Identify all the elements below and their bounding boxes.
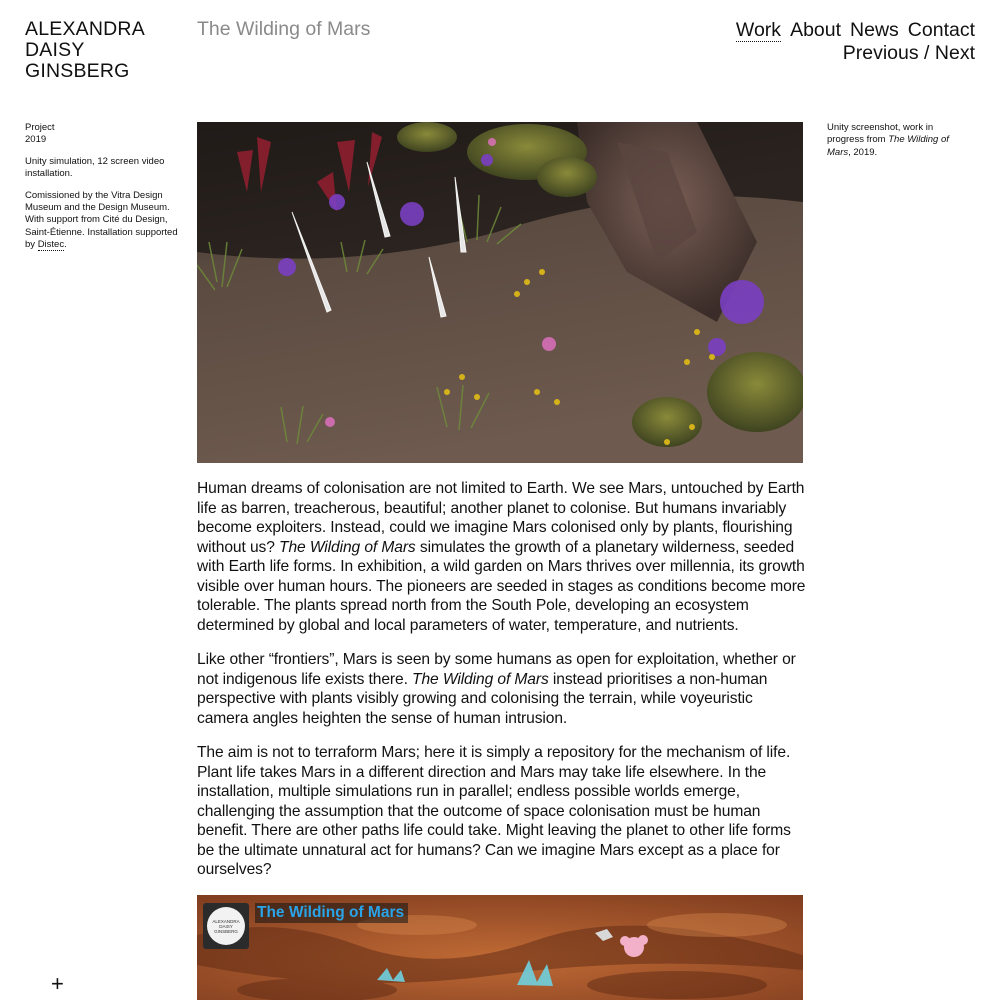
site-name-line-1: ALEXANDRA — [25, 18, 145, 40]
site-name-logo[interactable] — [25, 19, 145, 82]
meta-type: Project — [25, 122, 55, 133]
nav-news[interactable]: News — [850, 19, 899, 41]
caption-title: The Wilding of Mars — [827, 134, 949, 158]
video-embed[interactable] — [197, 895, 803, 1000]
logo-line-2: DAISY — [219, 923, 233, 929]
caption-prefix: Unity screenshot, work in progress from — [827, 122, 934, 146]
channel-logo[interactable] — [203, 903, 249, 949]
caption-suffix: , 2019. — [848, 146, 878, 158]
project-title: The Wilding of Mars — [197, 18, 371, 40]
project-meta — [25, 122, 180, 261]
description-paragraph-2 — [197, 650, 807, 728]
site-name-line-3: GINSBERG — [25, 60, 130, 82]
p2-text-b: instead prioritises a non-human perspective with plants visibly growing and colonising the terrain, while voyeuristic camera angles heighten the sense of human intrusion. — [197, 670, 768, 727]
nav-previous[interactable]: Previous — [842, 42, 919, 64]
video-title-link[interactable]: The Wilding of Mars — [255, 903, 408, 923]
nav-about[interactable]: About — [790, 19, 842, 41]
p2-text-a: Like other “frontiers”, Mars is seen by some humans as open for exploitation, whether or not indigenous life exists there. — [197, 651, 796, 688]
meta-year: 2019 — [25, 134, 47, 146]
main-nav — [727, 19, 975, 65]
nav-contact[interactable]: Contact — [907, 19, 975, 41]
nav-work[interactable]: Work — [735, 19, 782, 41]
distec-link[interactable]: Distec — [37, 239, 65, 251]
meta-credits-end: . — [64, 239, 67, 251]
image-caption — [827, 122, 967, 159]
description-paragraph-1 — [197, 479, 807, 635]
nav-separator: / — [924, 42, 930, 64]
plus-icon[interactable]: + — [51, 971, 64, 996]
project-description — [197, 479, 807, 895]
hero-image — [197, 122, 803, 463]
p1-title: The Wilding of Mars — [279, 538, 416, 556]
channel-logo-disc — [207, 907, 245, 945]
p2-title: The Wilding of Mars — [412, 670, 549, 688]
logo-line-3: GINSBERG — [214, 928, 238, 934]
logo-line-1: ALEXANDRA — [212, 918, 240, 924]
meta-credits-text: Comissioned by the Vitra Design Museum and the Design Museum. With support from Cité du Design, Saint-Étienne. Installation supported by — [25, 189, 178, 251]
meta-medium: Unity simulation, 12 screen video installation. — [25, 155, 165, 180]
nav-next[interactable]: Next — [934, 42, 975, 64]
site-name-line-2: DAISY — [25, 39, 85, 61]
p1-text-b: simulates the growth of a planetary wilderness, seeded with Earth life forms. In exhibition, a wild garden on Mars thrives over millennia, its growth visible over human hours. The pioneers are seeded in stages as conditions become more tolerable. The plants spread north from the South Pole, developing an ecosystem determined by global and local parameters of water, temperature, and nutrients. — [197, 538, 806, 634]
p1-text-a: Human dreams of colonisation are not limited to Earth. We see Mars, untouched by Earth life as barren, treacherous, beautiful; another planet to colonise. But humans invariably become exploiters. Instead, could we imagine Mars colonised only by plants, flourishing without us? — [197, 480, 805, 556]
meta-credits — [25, 190, 180, 252]
description-paragraph-3: The aim is not to terraform Mars; here it is simply a repository for the mechanism of life. Plant life takes Mars in a different direction and Mars may take life elsewhere. In the installation, multiple simulations run in parallel; endless possible worlds emerge, challenging the assumption that the outcome of space colonisation must be human benefit. There are other paths life could take. Might leaving the planet to other life forms be the ultimate unnatural act for humans? Can we imagine Mars except as a place for ourselves? — [197, 744, 791, 878]
